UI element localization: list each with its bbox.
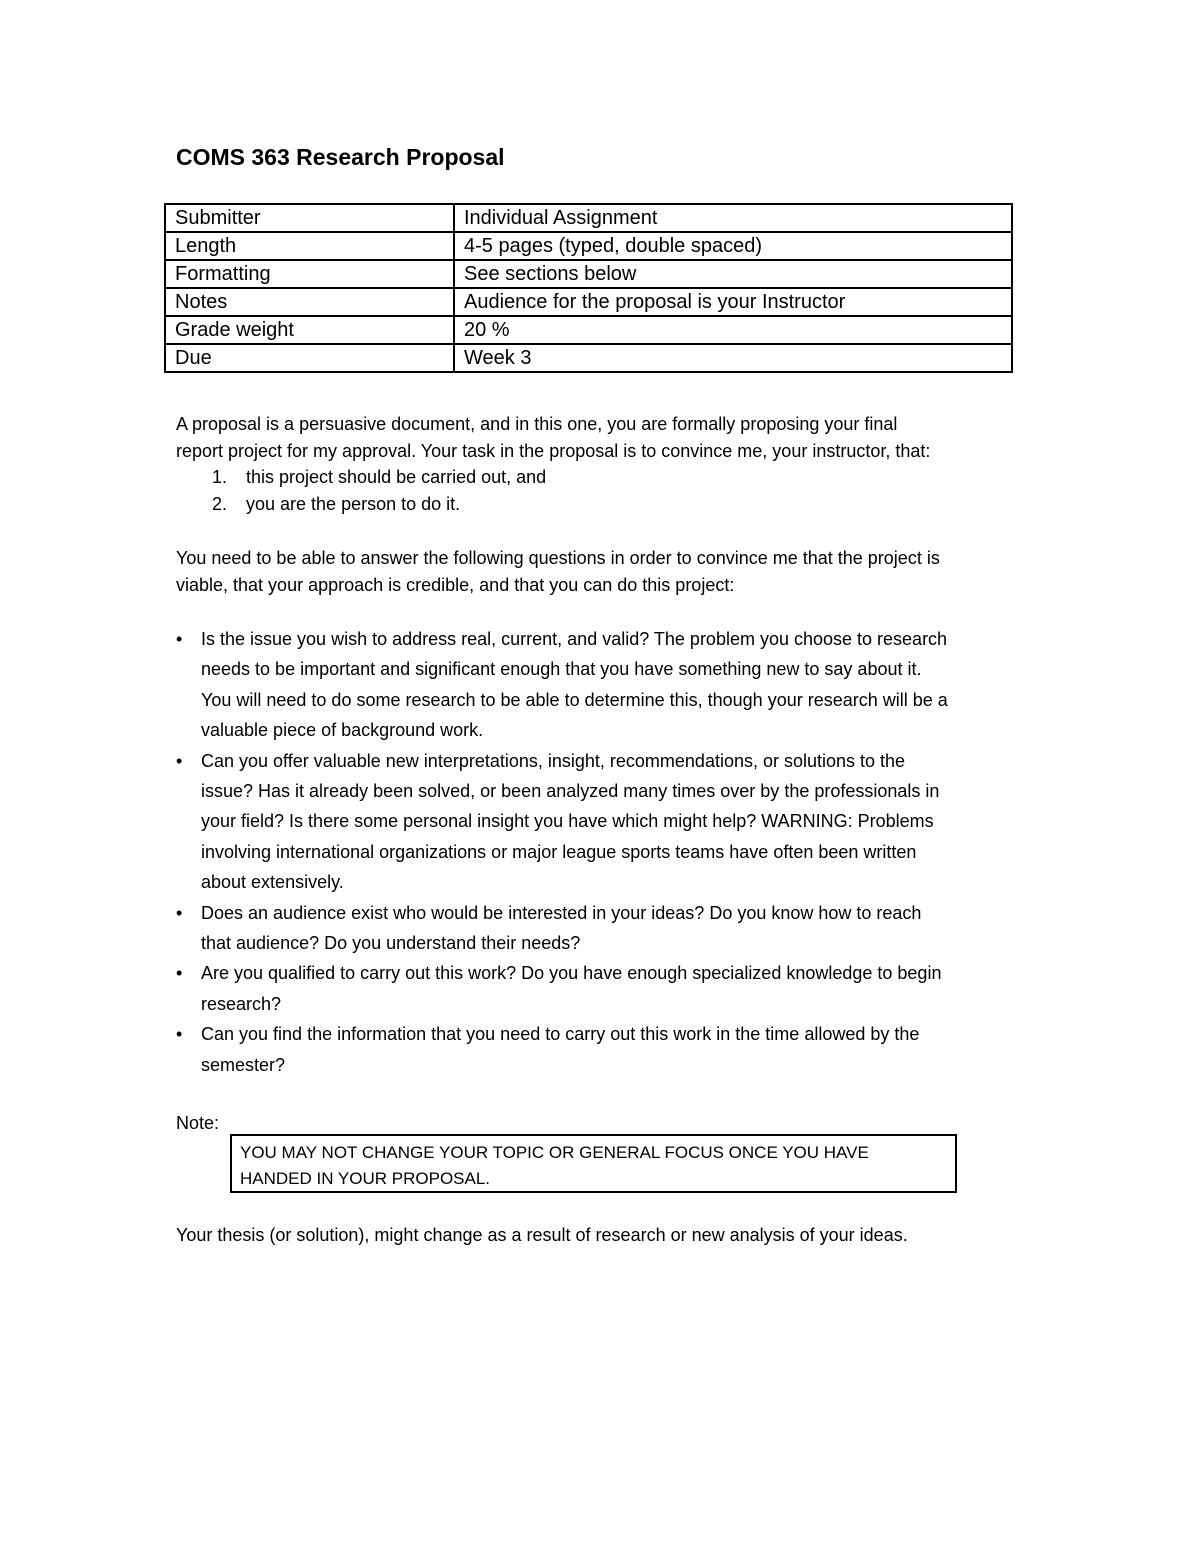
bullet-line: about extensively. [201,872,344,893]
page-title: COMS 363 Research Proposal [176,144,505,170]
warning-note-line: HANDED IN YOUR PROPOSAL. [240,1169,491,1188]
table-value-cell: 4-5 pages (typed, double spaced) [454,232,1012,260]
assignment-info-table [164,203,1013,373]
table-row [165,260,1012,288]
bullet-icon: • [176,1024,183,1045]
table-value-cell: Audience for the proposal is your Instructor [454,288,1012,316]
ordered-list [212,464,546,518]
bullet-item [176,1019,1036,1080]
ordered-list-item [212,491,546,518]
intro-line: A proposal is a persuasive document, and in this one, you are formally proposing your final [176,414,898,434]
bullet-line: needs to be important and significant enough that you have something new to say about it. [201,659,922,680]
bullet-line: Is the issue you wish to address real, current, and valid? The problem you choose to research [201,629,948,649]
bullet-item [176,958,1036,1019]
bullet-line: Can you find the information that you need to carry out this work in the time allowed by the [201,1024,920,1045]
table-row [165,316,1012,344]
bullet-icon: • [176,629,183,649]
table-value-cell: 20 % [454,316,1012,344]
bullet-line: You will need to do some research to be able to determine this, though your research will be a [201,689,948,710]
intro-paragraph [176,411,1036,465]
closing-paragraph: Your thesis (or solution), might change as a result of research or new analysis of your ideas. [176,1225,908,1245]
bullet-line: your field? Is there some personal insight you have which might help? WARNING: Problems [201,811,934,832]
bullet-line: involving international organizations or major league sports teams have often been written [201,841,917,862]
table-key-cell: Submitter [165,204,454,232]
bullet-line: Does an audience exist who would be interested in your ideas? Do you know how to reach [201,902,922,923]
warning-note-line: YOU MAY NOT CHANGE YOUR TOPIC OR GENERAL FOCUS ONCE YOU HAVE [240,1143,869,1162]
table-key-cell: Formatting [165,260,454,288]
bullet-line: research? [201,993,282,1014]
table-key-cell: Notes [165,288,454,316]
table-row [165,232,1012,260]
table-value-cell: Individual Assignment [454,204,1012,232]
bullet-icon: • [176,902,183,923]
list-number: 2. [212,494,228,514]
bullet-icon: • [176,963,183,984]
bullet-line: Can you offer valuable new interpretations, insight, recommendations, or solutions to the [201,750,906,771]
list-item-text: you are the person to do it. [246,494,461,514]
bullet-line: semester? [201,1054,286,1075]
table-key-cell: Grade weight [165,316,454,344]
bullet-item [176,898,1036,959]
questions-line: viable, that your approach is credible, and that you can do this project: [176,575,735,595]
questions-paragraph [176,545,1036,599]
bullet-line: issue? Has it already been solved, or been analyzed many times over by the professionals in [201,781,940,802]
table-value-cell: See sections below [454,260,1012,288]
table-key-cell: Due [165,344,454,372]
bullet-icon: • [176,750,183,771]
table-value-cell: Week 3 [454,344,1012,372]
bullet-line: Are you qualified to carry out this work? Do you have enough specialized knowledge to begin [201,963,942,984]
bullet-item [176,746,1036,898]
intro-line: report project for my approval. Your task in the proposal is to convince me, your instructor, that: [176,441,931,461]
table-key-cell: Length [165,232,454,260]
list-number: 1. [212,467,228,487]
table-row [165,344,1012,372]
bullet-line: valuable piece of background work. [201,720,484,741]
warning-note-box [230,1134,957,1193]
bullet-line: that audience? Do you understand their needs? [201,933,581,954]
ordered-list-item [212,464,546,491]
bullet-item [176,624,1036,746]
table-row [165,204,1012,232]
table-row [165,288,1012,316]
note-label: Note: [176,1113,220,1133]
questions-line: You need to be able to answer the following questions in order to convince me that the project is [176,548,940,568]
list-item-text: this project should be carried out, and [246,467,547,487]
question-bullet-list [176,624,1036,1080]
